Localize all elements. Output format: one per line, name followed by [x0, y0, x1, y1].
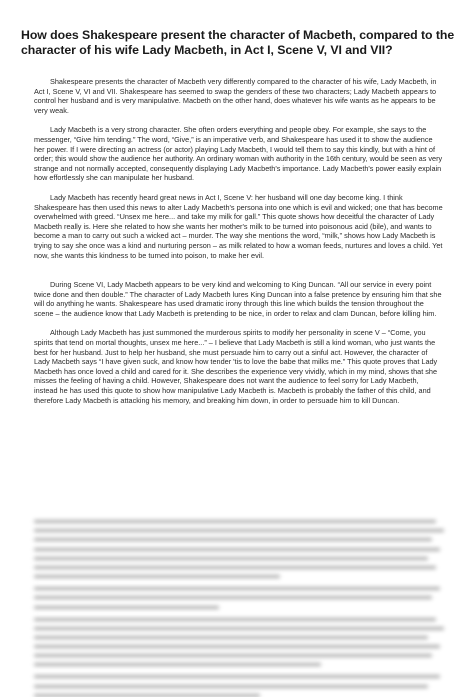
blurred-paragraph: [34, 520, 444, 578]
paragraph-4: During Scene VI, Lady Macbeth appears to be very kind and welcoming to King Duncan. “All our service in every point twice done and then double.” The character of Lady Macbeth lures King Duncan into a false pretence by ensuring him that she will do anything he wants. Shakespeare has used dramatic irony through this line which builds the tension throughout the scene – the audience know that Lady Macbeth is pretending to be nice, in order to relax and clam Duncan, before killing him.: [34, 280, 442, 318]
document-title: How does Shakespeare present the character of Macbeth, compared to the character of his wife Lady Macbeth, in Act I, Scene V, VI and VII?: [21, 28, 455, 57]
paragraph-5: Although Lady Macbeth has just summoned the murderous spirits to modify her personality in scene V – “Come, you spirits that tend on mortal thoughts, unsex me here...” – I believe that Lady Macbeth is still a kind woman, who just wants the best for her husband. Just to help her husband, she must persuade him to carry out a sinful act. However, the character of Lady Macbeth says “I have given suck, and know how tender 'tis to love the babe that milks me.” This quote proves that Lady Macbeth has once loved a child and cared for it. She describes the experience very vividly, which in my mind, shows that she misses the feeling of having a child. However, Shakespeare does not want the audience to feel sorry for Lady Macbeth, instead he has used this quote to show how manipulative Lady Macbeth is. Macbeth is probably the father of this child, and therefore Lady Macbeth is attacking his memory, and breaking him down, in order to persuade him to kill Duncan.: [34, 328, 438, 405]
paragraph-3: Lady Macbeth has recently heard great news in Act I, Scene V: her husband will one day become king. I think Shakespeare has then used this news to alter Lady Macbeth's persona into one which is evil and wicked; one that has become overwhelmed with greed. “Unsex me here... and take my milk for gall.” This quote shows how deceitful the character of Lady Macbeth really is. Here she related to how she wants her mother's milk to be turned into poisonous acid (bile), and wants to become a man to carry out such a wicked act – murder. The way she mentions the word, “milk,” shows how Lady Macbeth is trying to say she once was a kind and nurturing person – as milk related to how a woman feeds, nurtures and loves a child. Yet now, she wants this kindness to be turned into poison, to make her evil.: [34, 192, 443, 260]
paragraph-2: Lady Macbeth is a very strong character. She often orders everything and people obey. For example, she says to the messenger, “Give him tending.” The word, “Give,” is an imperative verb, and Shakespeare has used it to show the audience her power. If I were directing an actress (or actor) playing Lady Macbeth, I would tell them to say this kindly, but with a hint of order; this would show the audience her authority. An ordinary woman with authority in the 16th century, would be seen as very strange and not normally accepted, consequently displaying Lady Macbeth's importance. Lady Macbeth's power easily explain how effortlessly she can manipulate her husband.: [34, 125, 443, 183]
blurred-preview-text: [34, 520, 444, 665]
blurred-paragraph: [34, 675, 444, 696]
document-body: [34, 77, 444, 405]
blurred-paragraph: [34, 587, 444, 608]
blurred-paragraph: [34, 618, 444, 667]
paragraph-1: Shakespeare presents the character of Macbeth very differently compared to the character of his wife, Lady Macbeth, in Act I, Scene V, VI and VII. Shakespeare has seemed to swap the genders of these two characters; Lady Macbeth appears to control her husband and is very manipulative. Macbeth on the other hand, does whatever his wife wants as he appears to be very weak.: [34, 77, 437, 115]
